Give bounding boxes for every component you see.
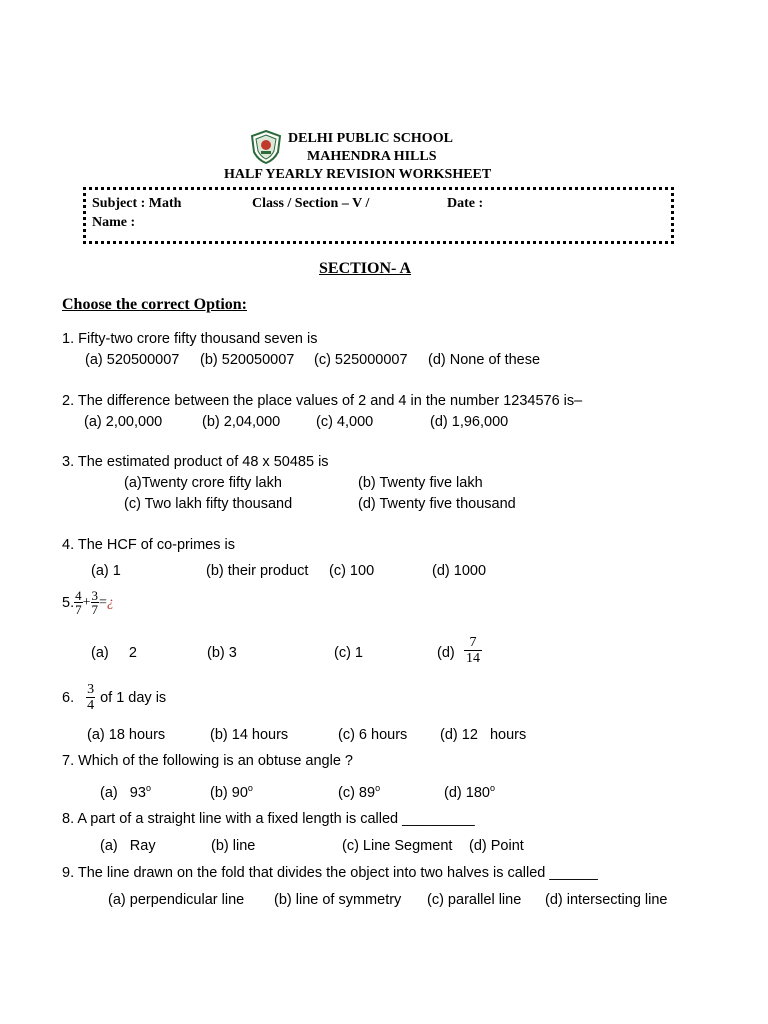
q4-option-b: (b) their product: [206, 563, 309, 579]
q9-option-c: (c) parallel line: [427, 892, 522, 908]
q5-f2-denominator: 7: [91, 602, 98, 617]
q8-option-d: (d) Point: [469, 838, 524, 854]
q5-plus: +: [82, 594, 91, 610]
q6-denominator: 4: [87, 698, 95, 713]
question-7: 7. Which of the following is an obtuse angle ?: [62, 753, 353, 769]
q5-d-denominator: 14: [466, 651, 480, 666]
q5-f1-denominator: 7: [75, 602, 82, 617]
q6-number: 6.: [62, 689, 75, 706]
q5-number: 5.: [62, 594, 75, 611]
q5-equals: =: [99, 594, 107, 610]
q6-option-b: (b) 14 hours: [210, 727, 289, 743]
school-branch: MAHENDRA HILLS: [307, 149, 437, 164]
q6-option-c: (c) 6 hours: [338, 727, 408, 743]
q5-fraction-1: [74, 589, 83, 616]
q5-f2-numerator: 3: [91, 588, 98, 603]
q8-option-b: (b) line: [211, 838, 256, 854]
degree-symbol: o: [489, 783, 495, 793]
q2-option-d: (d) 1,96,000: [430, 414, 509, 430]
class-section-label: Class / Section – V /: [252, 196, 370, 211]
q1-option-c: (c) 525000007: [314, 352, 408, 368]
q7-option-c: (c) 89$^o$: [338, 783, 381, 801]
q5-option-d: (d): [437, 645, 455, 661]
q6-text: of 1 day is: [100, 689, 167, 706]
q8-option-a: (a) Ray: [100, 838, 156, 854]
q5-option-d-fraction: [464, 635, 482, 666]
question-2: 2. The difference between the place values of 2 and 4 in the number 1234576 is–: [62, 393, 583, 409]
worksheet-title: HALF YEARLY REVISION WORKSHEET: [224, 167, 492, 182]
q3-option-d: (d) Twenty five thousand: [358, 496, 516, 512]
q7-option-d: (d) 180$^o$: [444, 783, 495, 801]
question-3: 3. The estimated product of 48 x 50485 is: [62, 454, 329, 470]
q5-option-a: (a) 2: [91, 645, 137, 661]
q2-option-b: (b) 2,04,000: [202, 414, 281, 430]
degree-symbol: o: [247, 783, 253, 793]
q5-f1-numerator: 4: [75, 588, 82, 603]
q8-option-c: (c) Line Segment: [342, 838, 453, 854]
q6-fraction: [86, 682, 95, 713]
q1-option-a: (a) 520500007: [85, 352, 180, 368]
date-label: Date :: [447, 196, 484, 211]
subject-label: Subject : Math: [92, 196, 182, 211]
q5-d-numerator: 7: [469, 635, 477, 650]
question-1: 1. Fifty-two crore fifty thousand seven is: [62, 331, 318, 347]
q4-option-c: (c) 100: [329, 563, 375, 579]
question-8: 8. A part of a straight line with a fixed length is called _________: [62, 811, 475, 827]
q9-option-b: (b) line of symmetry: [274, 892, 402, 908]
q6-numerator: 3: [87, 682, 95, 697]
q5-unknown: ¿: [106, 594, 114, 610]
question-5: [62, 589, 114, 616]
q9-option-d: (d) intersecting line: [545, 892, 668, 908]
q3-option-a: (a)Twenty crore fifty lakh: [124, 475, 282, 491]
q3-option-c: (c) Two lakh fifty thousand: [124, 496, 293, 512]
q7-option-a: (a) 93$^o$: [100, 783, 151, 801]
question-4: 4. The HCF of co-primes is: [62, 537, 235, 553]
instruction: Choose the correct Option:: [62, 296, 247, 313]
q2-option-a: (a) 2,00,000: [84, 414, 163, 430]
q7-option-b: (b) 90$^o$: [210, 783, 253, 801]
school-crest-icon: [250, 130, 282, 164]
q9-option-a: (a) perpendicular line: [108, 892, 245, 908]
q3-option-b: (b) Twenty five lakh: [358, 475, 483, 491]
q6-option-d: (d) 12 hours: [440, 727, 527, 743]
q2-option-c: (c) 4,000: [316, 414, 374, 430]
q5-fraction-2: [91, 589, 100, 616]
degree-symbol: o: [145, 783, 151, 793]
question-6: [62, 682, 166, 713]
q5-option-c: (c) 1: [334, 645, 363, 661]
school-name: DELHI PUBLIC SCHOOL: [288, 131, 453, 146]
q1-option-d: (d) None of these: [428, 352, 541, 368]
section-title: SECTION- A: [319, 260, 412, 277]
q4-option-a: (a) 1: [91, 563, 121, 579]
q4-option-d: (d) 1000: [432, 563, 487, 579]
q6-option-a: (a) 18 hours: [87, 727, 166, 743]
question-9: 9. The line drawn on the fold that divides the object into two halves is called ______: [62, 865, 598, 881]
q1-option-b: (b) 520050007: [200, 352, 295, 368]
degree-symbol: o: [375, 783, 381, 793]
q5-option-b: (b) 3: [207, 645, 237, 661]
name-label: Name :: [92, 215, 136, 230]
